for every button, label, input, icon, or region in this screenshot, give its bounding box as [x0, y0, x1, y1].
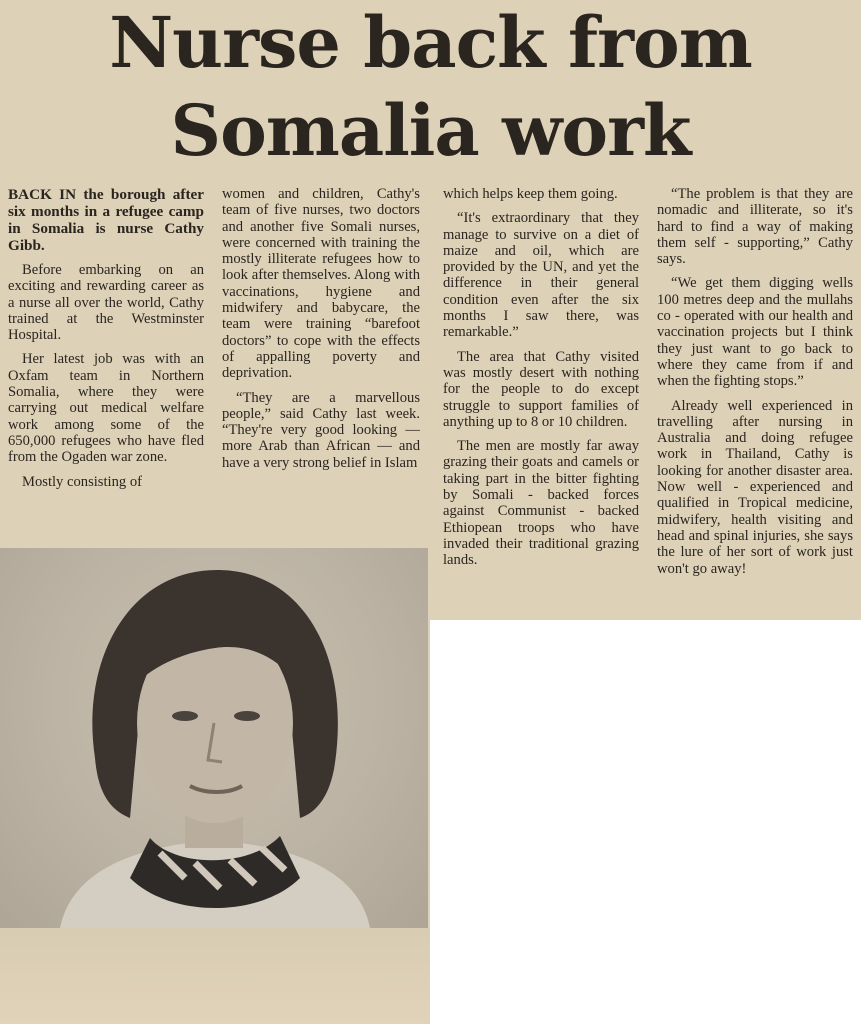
paragraph: Her latest job was with an Oxfam team in Northern Somalia, where they were carrying out medical welfare work among some of the 650,000 refugees who have fled from the Ogaden war zone. — [8, 351, 204, 466]
paragraph: which helps keep them going. — [443, 186, 618, 202]
article-column-1 — [8, 186, 204, 498]
paragraph: Before embarking on an exciting and rewarding career as a nurse all over the world, Cathy trained at the Westminster Hospital. — [8, 262, 204, 344]
article-column-2 — [222, 186, 420, 479]
paragraph: “The problem is that they are nomadic and illiterate, so it's hard to find a way of making them self - supporting,” Cathy says. — [657, 186, 853, 268]
lead-paragraph: BACK IN the borough after six months in a refugee camp in Somalia is nurse Cathy Gibb. — [8, 186, 204, 254]
portrait-photo-icon — [0, 548, 428, 928]
paragraph: Already well experienced in travelling after nursing in Australia and doing refugee work in Thailand, Cathy is looking for another disaster area. Now well - experienced and qualified in Tropical medicine, midwifery, health visiting and head and spinal injuries, she says the lure of her sort of work just won't go away! — [657, 397, 853, 577]
paragraph: “They are a marvellous people,” said Cathy last week. “They're very good looking — more Arab than African — and have a very strong belief in Islam — [222, 389, 420, 471]
paragraph: “We get them digging wells 100 metres deep and the mullahs co - operated with our health and vaccination projects but I think they just want to go back to where they came from if and when the fighting stops.” — [657, 275, 853, 390]
paragraph: The men are mostly far away grazing their goats and camels or taking part in the bitter fighting by Somali - backed forces against Communist - backed Ethiopean troops who have invaded their traditional grazing lands. — [443, 438, 639, 569]
clipping-margin — [0, 928, 430, 1024]
headline-line-2: Somalia work — [170, 89, 691, 172]
article-column-4 — [657, 186, 853, 585]
paragraph: “It's extraordinary that they manage to survive on a diet of maize and oil, which are provided by the UN, and yet the difference in their general condition even after the six months I saw there, was remarkable.” — [443, 210, 639, 341]
paragraph: Mostly consisting of — [22, 473, 142, 490]
paragraph: women and children, Cathy's team of five nurses, two doctors and another five Somali nurses, were concerned with training the mostly illiterate refugees how to look after themselves. Along with vaccinations, hygiene and midwifery and babycare, the team were training “barefoot doctors” to cope with the effects of appalling poverty and deprivation. — [222, 186, 420, 382]
article-column-3 — [443, 186, 639, 577]
headline-line-1: Nurse back from — [109, 1, 752, 84]
portrait-photo — [0, 548, 428, 928]
paragraph: The area that Cathy visited was mostly desert with nothing for the people to do except struggle to support families of anything up to 8 or 10 children. — [443, 348, 639, 430]
